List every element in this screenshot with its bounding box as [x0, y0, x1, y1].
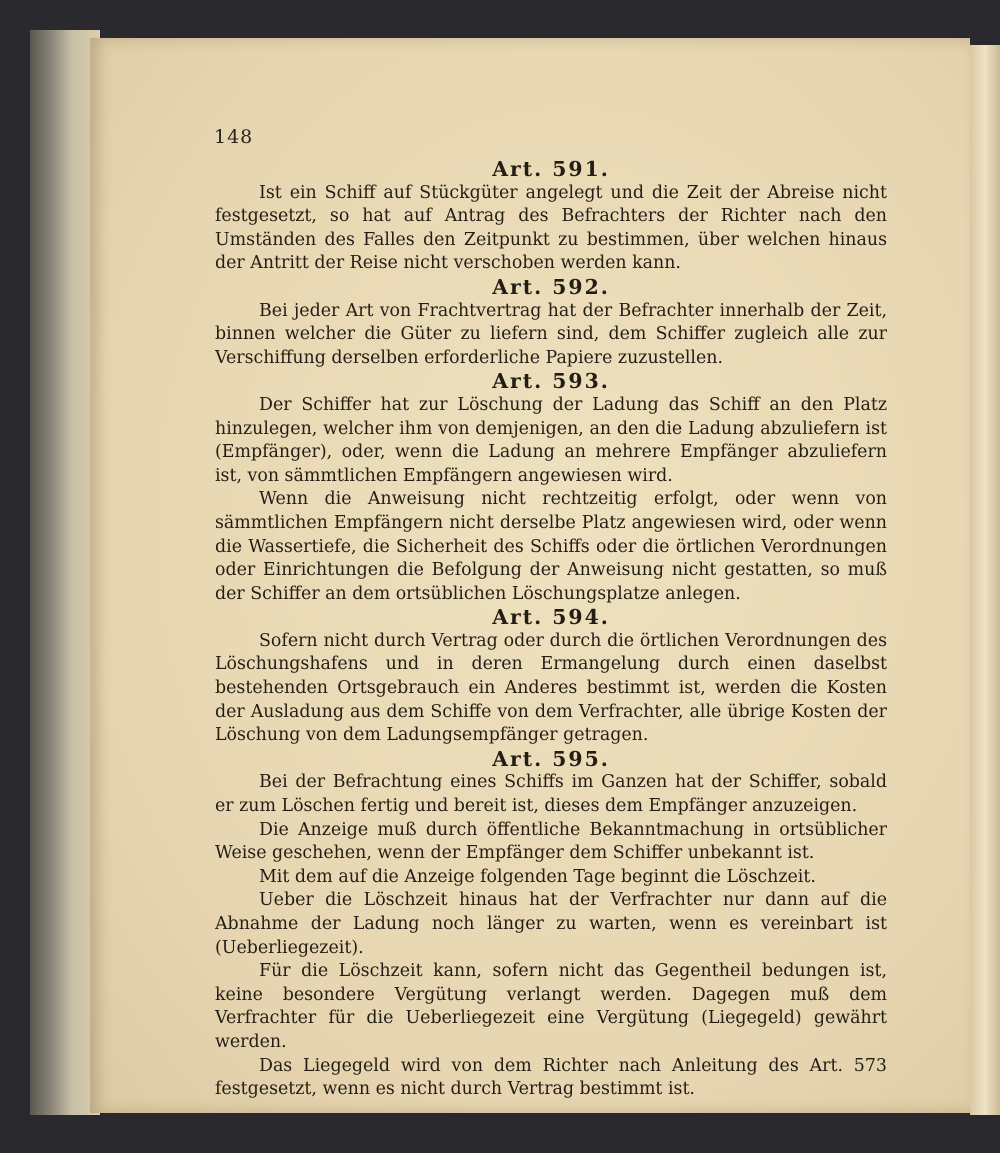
- article-591: [215, 158, 887, 276]
- paragraph: Bei jeder Art von Frachtvertrag hat der Befrachter innerhalb der Zeit, binnen welcher die Güter zu liefern sind, dem Schiffer zugleich alle zur Verschiffung derselben erforderliche Papiere zuzustellen.: [215, 300, 887, 368]
- paragraph: Das Liegegeld wird von dem Richter nach Anleitung des Art. 573 festgesetzt, wenn es nicht durch Vertrag bestimmt ist.: [215, 1055, 887, 1100]
- paragraph: Der Schiffer hat zur Löschung der Ladung das Schiff an den Platz hinzulegen, welcher ihm von demjenigen, an den die Ladung abzuliefern ist (Empfänger), oder, wenn die Ladung an mehrere Empfänger abzuliefern ist, von sämmtlichen Empfängern angewiesen wird.: [215, 394, 887, 486]
- paragraph: Ueber die Löschzeit hinaus hat der Verfrachter nur dann auf die Abnahme der Ladung noch länger zu warten, wenn es vereinbart ist (Ueberliegezeit).: [215, 890, 887, 958]
- article-heading: Art. 591.: [492, 157, 610, 181]
- page-number: 148: [214, 126, 254, 148]
- article-592: [215, 276, 887, 370]
- paragraph: Ist ein Schiff auf Stückgüter angelegt und die Zeit der Abreise nicht festgesetzt, so hat auf Antrag des Befrachters der Richter nach den Umständen des Falles den Zeitpunkt zu bestimmen, über welchen hinaus der Antritt der Reise nicht verschoben werden kann.: [215, 182, 887, 274]
- article-heading: Art. 592.: [492, 274, 610, 299]
- paragraph: Sofern nicht durch Vertrag oder durch die örtlichen Verordnungen des Löschungshafens und in deren Ermangelung durch einen daselbst bestehenden Ortsgebrauch ein Anderes bestimmt ist, werden die Kosten der Ausladung aus dem Schiffe von dem Verfrachter, alle übrige Kosten der Löschung von dem Ladungsempfänger getragen.: [215, 630, 887, 746]
- next-page-edge: [970, 45, 1000, 1115]
- article-heading: Art. 593.: [492, 369, 610, 394]
- article-593: [215, 370, 887, 606]
- article-595: [215, 748, 887, 1102]
- article-594: [215, 606, 887, 748]
- paragraph: Mit dem auf die Anzeige folgenden Tage beginnt die Löschzeit.: [259, 866, 816, 887]
- article-heading: Art. 595.: [492, 746, 610, 771]
- paragraph: Bei der Befrachtung eines Schiffs im Ganzen hat der Schiffer, sobald er zum Löschen fertig und bereit ist, dieses dem Empfänger anzuzeigen.: [215, 772, 887, 817]
- article-heading: Art. 594.: [492, 605, 610, 630]
- paragraph: Wenn die Anweisung nicht rechtzeitig erfolgt, oder wenn von sämmtlichen Empfängern nicht derselbe Platz angewiesen wird, oder wenn die Wassertiefe, die Sicherheit des Schiffs oder die örtlichen Verordnungen oder Einrichtungen die Befolgung der Anweisung nicht gestatten, so muß der Schiffer an dem ortsüblichen Löschungsplatze anlegen.: [215, 489, 887, 604]
- paragraph: Die Anzeige muß durch öffentliche Bekanntmachung in ortsüblicher Weise geschehen, wenn der Empfänger dem Schiffer unbekannt ist.: [215, 819, 887, 864]
- page-text: [215, 158, 887, 1102]
- paragraph: Für die Löschzeit kann, sofern nicht das Gegentheil bedungen ist, keine besondere Vergütung verlangt werden. Dagegen muß dem Verfrachter für die Ueberliegezeit eine Vergütung (Liegegeld) gewährt werden.: [215, 961, 887, 1052]
